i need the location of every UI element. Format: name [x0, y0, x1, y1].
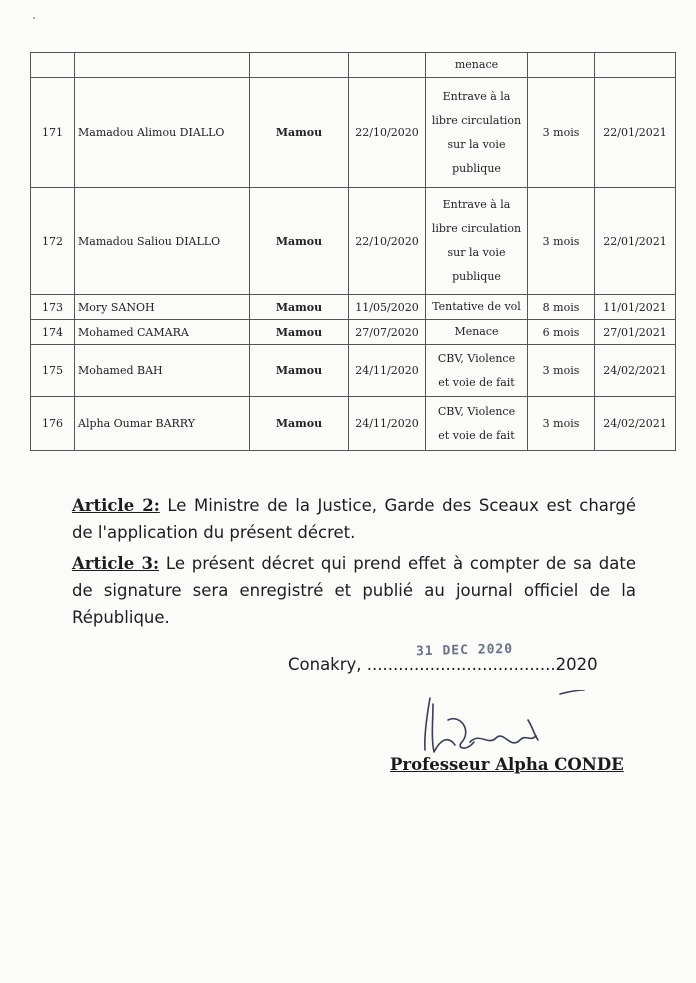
prefecture-cell: Mamou	[250, 320, 349, 345]
row-number-cell: 174	[31, 320, 75, 345]
judgment-date-cell: 24/11/2020	[349, 345, 426, 397]
infraction-cell	[426, 320, 528, 345]
row-number-cell	[31, 53, 75, 78]
prefecture-cell: Mamou	[250, 397, 349, 451]
article-2-label: Article 2:	[72, 496, 160, 515]
detainee-name-cell: Mory SANOH	[75, 295, 250, 320]
place-date-line: Conakry, ....................................2020	[288, 655, 598, 674]
table-row	[31, 78, 676, 188]
detainee-name-cell	[75, 53, 250, 78]
row-number-cell: 173	[31, 295, 75, 320]
judgment-date-cell: 27/07/2020	[349, 320, 426, 345]
infraction-line: libre circulation	[431, 113, 522, 127]
sentence-duration-cell: 3 mois	[528, 345, 595, 397]
detainee-name-cell: Mohamed BAH	[75, 345, 250, 397]
judgment-date-cell: 22/10/2020	[349, 188, 426, 295]
article-2	[72, 492, 636, 546]
prefecture-cell: Mamou	[250, 78, 349, 188]
infraction-line: CBV, Violence	[437, 404, 516, 418]
scan-speck	[33, 17, 35, 19]
prefecture-cell	[250, 53, 349, 78]
infraction-line: libre circulation	[431, 222, 522, 235]
sentence-duration-cell: 3 mois	[528, 78, 595, 188]
detainee-name-cell: Mohamed CAMARA	[75, 320, 250, 345]
sentence-duration-cell	[528, 53, 595, 78]
infraction-cell	[426, 345, 528, 397]
infraction-line: sur la voie	[447, 137, 506, 151]
infraction-line: publique	[452, 270, 501, 283]
sentence-duration-cell: 8 mois	[528, 295, 595, 320]
article-3	[72, 550, 636, 631]
table-row	[31, 295, 676, 320]
table-row	[31, 320, 676, 345]
end-date-cell: 22/01/2021	[595, 188, 676, 295]
judgment-date-cell: 11/05/2020	[349, 295, 426, 320]
table-row	[31, 188, 676, 295]
judgment-date-cell: 22/10/2020	[349, 78, 426, 188]
infraction-line: Tentative de vol	[432, 300, 521, 313]
infraction-cell	[426, 397, 528, 451]
sentence-duration-cell: 3 mois	[528, 397, 595, 451]
infraction-line: Menace	[454, 325, 499, 338]
detainee-name-cell: Mamadou Alimou DIALLO	[75, 78, 250, 188]
detainee-table	[30, 52, 676, 451]
date-stamp: 31 DEC 2020	[415, 641, 514, 660]
infraction-line: publique	[452, 161, 501, 175]
end-date-cell: 22/01/2021	[595, 78, 676, 188]
end-date-cell: 11/01/2021	[595, 295, 676, 320]
infraction-line: sur la voie	[447, 246, 506, 259]
infraction-line: et voie de fait	[438, 375, 515, 389]
end-date-cell: 24/02/2021	[595, 397, 676, 451]
table-body	[31, 53, 676, 451]
infraction-cell	[426, 295, 528, 320]
infraction-cell	[426, 78, 528, 188]
row-number-cell: 172	[31, 188, 75, 295]
infraction-cell	[426, 53, 528, 78]
prefecture-cell: Mamou	[250, 295, 349, 320]
sentence-duration-cell: 6 mois	[528, 320, 595, 345]
article-3-label: Article 3:	[72, 554, 160, 573]
judgment-date-cell	[349, 53, 426, 78]
infraction-line: Entrave à la	[442, 198, 511, 211]
end-date-cell	[595, 53, 676, 78]
row-number-cell: 171	[31, 78, 75, 188]
article-2-text: Le Ministre de la Justice, Garde des Sceaux est chargé de l'application du présent décret.	[72, 496, 637, 542]
end-date-cell: 24/02/2021	[595, 345, 676, 397]
article-3-text: Le présent décret qui prend effet à compter de sa date de signature sera enregistré et publié au journal officiel de la République.	[72, 554, 637, 627]
end-date-cell: 27/01/2021	[595, 320, 676, 345]
infraction-line: et voie de fait	[438, 428, 515, 442]
infraction-line: CBV, Violence	[437, 351, 516, 365]
table-row	[31, 53, 676, 78]
prefecture-cell: Mamou	[250, 188, 349, 295]
table-row	[31, 397, 676, 451]
detainee-name-cell: Mamadou Saliou DIALLO	[75, 188, 250, 295]
row-number-cell: 176	[31, 397, 75, 451]
prefecture-cell: Mamou	[250, 345, 349, 397]
infraction-line: menace	[454, 58, 499, 71]
row-number-cell: 175	[31, 345, 75, 397]
judgment-date-cell: 24/11/2020	[349, 397, 426, 451]
signer-name: Professeur Alpha CONDE	[390, 755, 624, 774]
table-row	[31, 345, 676, 397]
signature-icon	[400, 690, 590, 762]
infraction-cell	[426, 188, 528, 295]
sentence-duration-cell: 3 mois	[528, 188, 595, 295]
detainee-name-cell: Alpha Oumar BARRY	[75, 397, 250, 451]
infraction-line: Entrave à la	[442, 89, 511, 103]
